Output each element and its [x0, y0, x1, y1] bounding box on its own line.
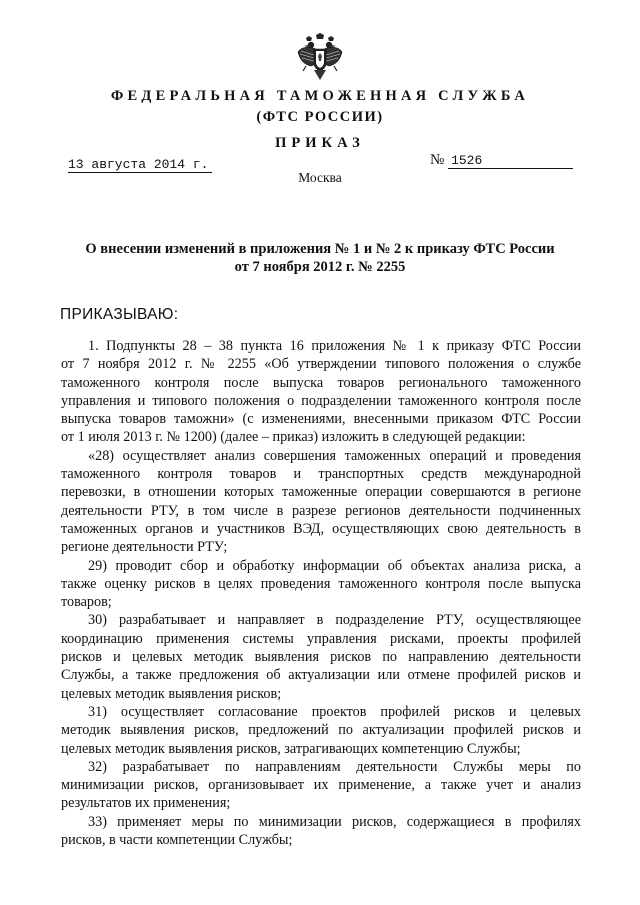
body-line: Службы, а также предложения об актуализации или отмене профилей рисков и [61, 667, 581, 684]
document-number [430, 152, 573, 169]
body-line: целевых методик выявления рисков, затрагивающих компетенцию Службы; [61, 740, 521, 757]
body-line: выпуска товаров таможни» (с изменениями, внесенными приказом ФТС России [61, 411, 581, 428]
body-line: деятельности РТУ, в том числе в разрезе регионов деятельности подчиненных [61, 502, 581, 519]
body-line: перевозки, в отношении которых таможенные операции совершаются в регионе [61, 484, 581, 501]
body-line: целевых методик выявления рисков; [61, 685, 282, 702]
number-value: 1526 [448, 153, 573, 169]
body-line: также оценку рисков в целях проведения таможенного контроля после выпуска [61, 575, 581, 592]
document-date: 13 августа 2014 г. [68, 157, 212, 173]
document-body [61, 337, 581, 849]
body-line: 30) разрабатывает и направляет в подразделение РТУ, осуществляющее [88, 612, 581, 629]
body-line: таможенных органов и участников ВЭД, осуществляющих свою деятельность в [61, 520, 581, 537]
body-line: таможенного контроля после выпуска товаров регионального таможенного [61, 374, 581, 391]
document-title-line-1: О внесении изменений в приложения № 1 и № 2 к приказу ФТС России [85, 241, 555, 257]
body-line: «28) осуществляет анализ совершения таможенных операций и проведения [88, 447, 581, 464]
body-line: результатов их применения; [61, 795, 231, 812]
number-label: № [430, 152, 445, 168]
body-line: 33) применяет меры по минимизации рисков, содержащиеся в профилях [88, 813, 581, 830]
body-line: управления и типового положения о подразделении таможенного контроля после [61, 392, 581, 409]
body-line: координацию применения системы управления рисками, проекты профилей [61, 630, 581, 647]
body-line: товаров; [61, 594, 112, 611]
russian-coat-of-arms-icon [296, 32, 344, 82]
body-line: 1. Подпункты 28 – 38 пункта 16 приложения № 1 к приказу ФТС России [88, 338, 581, 354]
body-line: регионе деятельности РТУ; [61, 539, 228, 556]
body-line: 32) разрабатывает по направлениям деятельности Службы меры по [88, 758, 581, 775]
order-word: ПРИКАЗЫВАЮ: [60, 306, 179, 323]
body-line: минимизации рисков, организовывает их применение, а также учет и анализ [61, 777, 581, 794]
document-type: ПРИКАЗ [275, 135, 365, 151]
document-title-line-2: от 7 ноября 2012 г. № 2255 [234, 259, 406, 275]
organization-abbreviation: (ФТС РОССИИ) [256, 109, 384, 125]
body-line: таможенного контроля товаров и транспортных средств международной [61, 466, 581, 483]
body-line: 29) проводит сбор и обработку информации об объектах анализа риска, а [88, 557, 581, 574]
body-line: рисков и целевых методик выявления рисков по направлению деятельности [61, 649, 581, 666]
body-line: методик выявления рисков, предложений по актуализации профилей рисков и [61, 722, 581, 739]
document-city: Москва [298, 170, 342, 185]
organization-name: ФЕДЕРАЛЬНАЯ ТАМОЖЕННАЯ СЛУЖБА [110, 88, 530, 104]
body-line: от 1 июля 2013 г. № 1200) (далее – приказ) изложить в следующей редакции: [61, 429, 526, 446]
body-line: 31) осуществляет согласование проектов профилей рисков и целевых [88, 703, 581, 720]
body-line: рисков, в части компетенции Службы; [61, 832, 293, 849]
body-line: от 7 ноября 2012 г. № 2255 «Об утверждении типового положения о службе [61, 356, 581, 373]
